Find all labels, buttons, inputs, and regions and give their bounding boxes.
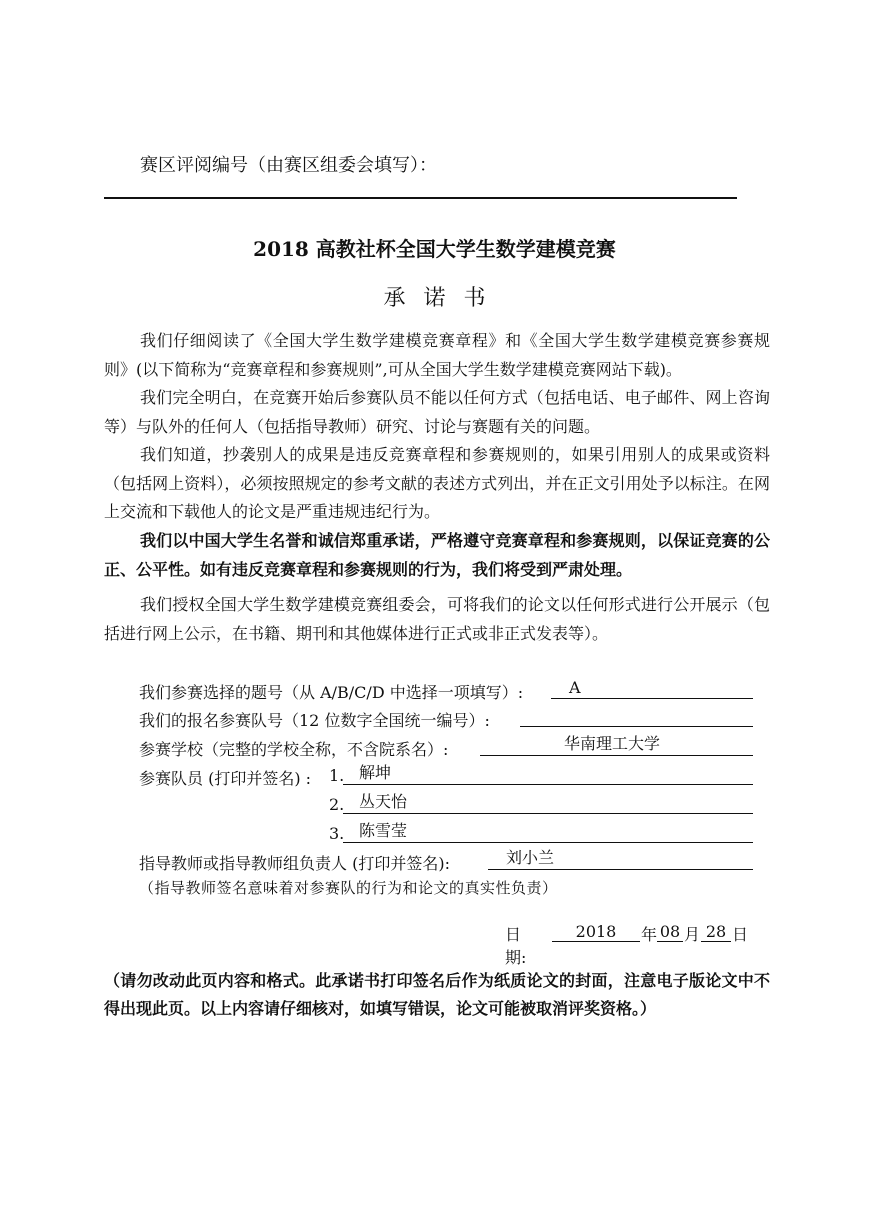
member-2-name: 丛天怡 <box>359 792 408 811</box>
paragraph-3: 我们知道，抄袭别人的成果是违反竞赛章程和参赛规则的，如果引用别人的成果或资料（包括网上资料），必须按照规定的参考文献的表述方式列出，并在正文引用处予以标注。在网上交流和下载他人的论文是严重违规违纪行为。 <box>104 445 770 521</box>
paragraph-2: 我们完全明白，在竞赛开始后参赛队员不能以任何方式（包括电话、电子邮件、网上咨询等）与队外的任何人（包括指导教师）研究、讨论与赛题有关的问题。 <box>104 388 770 436</box>
school-value: 华南理工大学 <box>564 734 661 753</box>
date-month-unit: 月 <box>684 925 701 944</box>
team-id-field[interactable] <box>520 706 753 727</box>
members-label: 参赛队员 (打印并签名) : <box>139 769 312 788</box>
date-year[interactable]: 2018 <box>552 922 640 942</box>
member-3-field[interactable] <box>343 822 753 843</box>
member-2-number: 2. <box>329 795 345 814</box>
advisor-note: （指导教师签名意味着对参赛队的行为和论文的真实性负责） <box>139 879 558 897</box>
member-1-field[interactable] <box>343 764 753 785</box>
date-month[interactable]: 08 <box>657 922 683 942</box>
date-day[interactable]: 28 <box>701 922 731 942</box>
member-3-number: 3. <box>329 824 345 843</box>
member-3-name: 陈雪莹 <box>359 821 408 840</box>
document-title: 2018 高教社杯全国大学生数学建模竞赛 <box>253 237 616 261</box>
paragraph-4-pledge: 我们以中国大学生名誉和诚信郑重承诺，严格遵守竞赛章程和参赛规则，以保证竞赛的公正、公平性。如有违反竞赛章程和参赛规则的行为，我们将受到严肃处理。 <box>104 531 770 579</box>
problem-label: 我们参赛选择的题号（从 A/B/C/D 中选择一项填写）: <box>139 683 524 702</box>
date-year-unit: 年 <box>641 925 658 944</box>
team-id-label: 我们的报名参赛队号（12 位数字全国统一编号）: <box>139 711 490 730</box>
member-1-name: 解坤 <box>359 763 392 782</box>
paragraph-5: 我们授权全国大学生数学建模竞赛组委会，可将我们的论文以任何形式进行公开展示（包括进行网上公示，在书籍、期刊和其他媒体进行正式或非正式发表等）。 <box>104 595 770 643</box>
footer-notice: （请勿改动此页内容和格式。此承诺书打印签名后作为纸质论文的封面，注意电子版论文中不得出现此页。以上内容请仔细核对，如填写错误，论文可能被取消评奖资格。） <box>104 971 770 1018</box>
date-day-unit: 日 <box>732 925 749 944</box>
advisor-value: 刘小兰 <box>506 848 555 867</box>
problem-value: A <box>569 678 581 697</box>
member-2-field[interactable] <box>343 793 753 814</box>
top-divider <box>104 197 737 199</box>
member-1-number: 1. <box>329 766 345 785</box>
paragraph-1: 我们仔细阅读了《全国大学生数学建模竞赛章程》和《全国大学生数学建模竞赛参赛规则》(以下简称为“竞赛章程和参赛规则”,可从全国大学生数学建模竞赛网站下载)。 <box>104 331 770 379</box>
school-label: 参赛学校（完整的学校全称，不含院系名）: <box>139 740 449 759</box>
document-subtitle: 承诺书 <box>383 286 504 311</box>
date-label: 日期: <box>505 925 527 967</box>
advisor-field[interactable] <box>488 849 753 870</box>
school-field[interactable] <box>480 735 753 756</box>
advisor-label: 指导教师或指导教师组负责人 (打印并签名): <box>139 854 450 873</box>
review-number-label: 赛区评阅编号（由赛区组委会填写）： <box>140 155 437 176</box>
problem-field[interactable] <box>551 678 753 699</box>
